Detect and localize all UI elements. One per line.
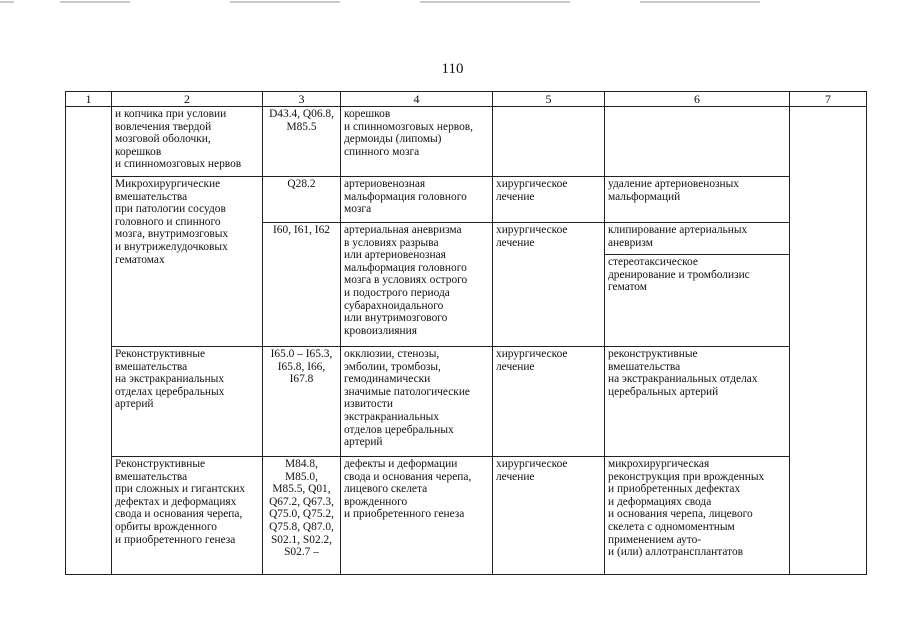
method-cell: микрохирургическая реконструкция при врожденных и приобретенных дефектах и деформациях свода и основания черепа, лицевого скелета с одномоментным применением ауто- и (или) аллотрансплантатов <box>605 457 790 575</box>
icd-code-cell: Q28.2 <box>263 177 341 223</box>
column-number: 5 <box>493 92 605 107</box>
treatment-type-cell: хирургическое лечение <box>493 347 605 457</box>
column-1-cell <box>66 107 112 575</box>
treatment-type-cell: хирургическое лечение <box>493 223 605 347</box>
method-cell <box>605 107 790 177</box>
column-7-cell <box>790 107 867 575</box>
table-row <box>66 177 867 223</box>
method-cell: стереотаксическое дренирование и тромболизис гематом <box>605 255 790 347</box>
column-number: 4 <box>341 92 493 107</box>
method-cell: клипирование артериальных аневризм <box>605 223 790 255</box>
method-cell: реконструктивные вмешательства на экстракраниальных отделах церебральных артерий <box>605 347 790 457</box>
table-row <box>66 107 867 177</box>
column-number-row <box>66 92 867 107</box>
intervention-cell: Микрохирургические вмешательства при патологии сосудов головного и спинного мозга, внутримозговых и внутрижелудочковых гематомах <box>112 177 263 347</box>
condition-cell: дефекты и деформации свода и основания черепа, лицевого скелета врожденного и приобретенного генеза <box>341 457 493 575</box>
column-number: 7 <box>790 92 867 107</box>
medical-care-table <box>65 91 867 575</box>
condition-cell: корешков и спинномозговых нервов, дермоиды (липомы) спинного мозга <box>341 107 493 177</box>
treatment-type-cell: хирургическое лечение <box>493 457 605 575</box>
intervention-cell: и копчика при условии вовлечения твердой мозговой оболочки, корешков и спинномозговых нервов <box>112 107 263 177</box>
intervention-cell: Реконструктивные вмешательства при сложных и гигантских дефектах и деформациях свода и основания черепа, орбиты врожденного и приобретенного генеза <box>112 457 263 575</box>
condition-cell: окклюзии, стенозы, эмболии, тромбозы, гемодинамически значимые патологические извитости экстракраниальных отделов церебральных артерий <box>341 347 493 457</box>
column-number: 6 <box>605 92 790 107</box>
icd-code-cell: I65.0 – I65.3, I65.8, I66, I67.8 <box>263 347 341 457</box>
column-number: 1 <box>66 92 112 107</box>
column-number: 3 <box>263 92 341 107</box>
icd-code-cell: M84.8, M85.0, M85.5, Q01, Q67.2, Q67.3, Q75.0, Q75.2, Q75.8, Q87.0, S02.1, S02.2, S02.7 – <box>263 457 341 575</box>
table-row <box>66 457 867 575</box>
scan-edge-artifact <box>0 0 905 6</box>
icd-code-cell: I60, I61, I62 <box>263 223 341 347</box>
icd-code-cell: D43.4, Q06.8, M85.5 <box>263 107 341 177</box>
page-number: 110 <box>441 61 464 77</box>
condition-cell: артериальная аневризма в условиях разрыва или артериовенозная мальформация головного мозга в условиях острого и подострого периода субарахноидального или внутримозгового кровоизлияния <box>341 223 493 347</box>
method-cell: удаление артериовенозных мальформаций <box>605 177 790 223</box>
treatment-type-cell <box>493 107 605 177</box>
condition-cell: артериовенозная мальформация головного мозга <box>341 177 493 223</box>
table-row <box>66 347 867 457</box>
intervention-cell: Реконструктивные вмешательства на экстракраниальных отделах церебральных артерий <box>112 347 263 457</box>
treatment-type-cell: хирургическое лечение <box>493 177 605 223</box>
column-number: 2 <box>112 92 263 107</box>
